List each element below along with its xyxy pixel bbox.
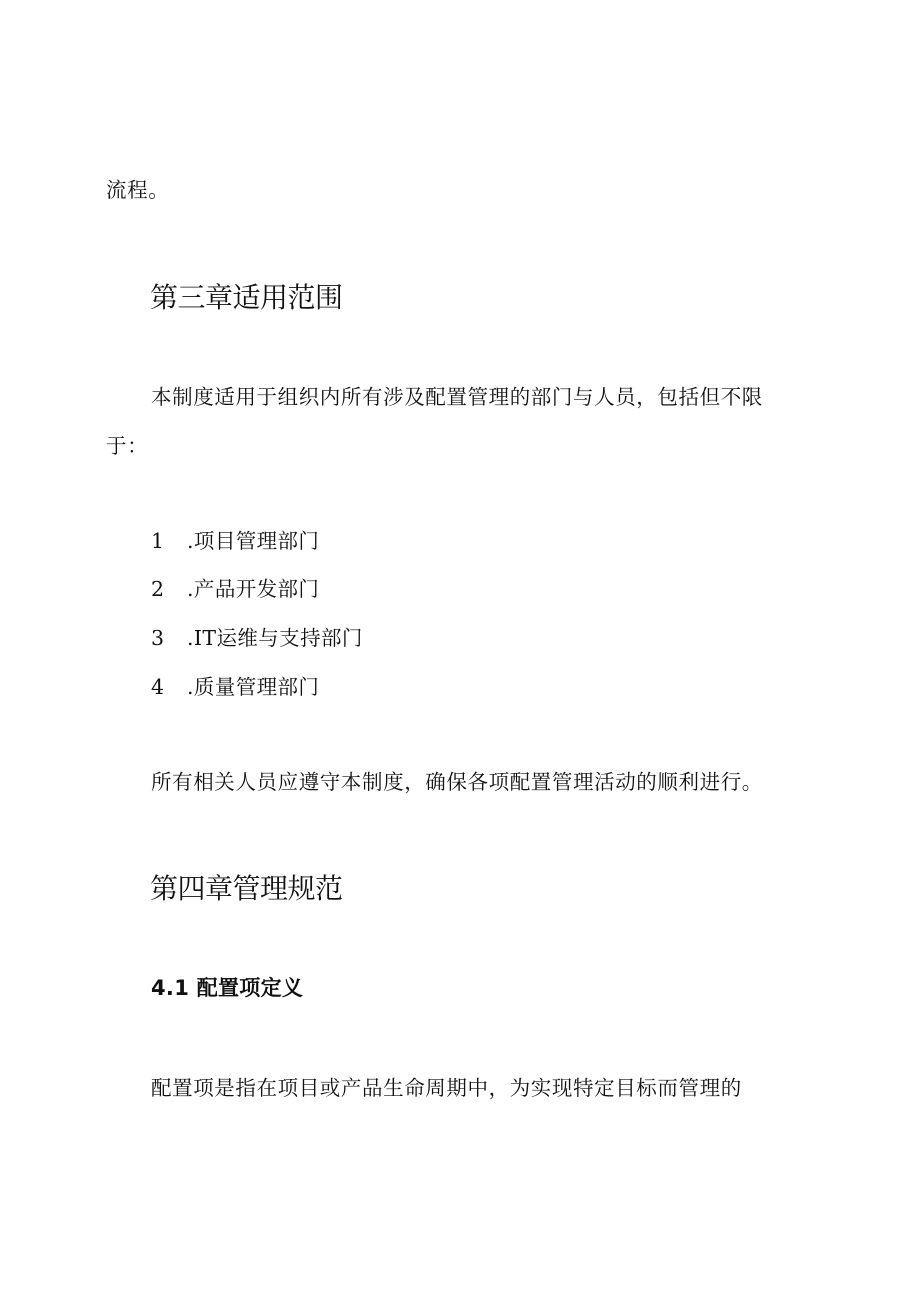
section-4-1-title: 4.1 配置项定义: [151, 976, 304, 1000]
chapter-3-intro-line-2: 于：: [106, 434, 149, 458]
chapter-4-title: 第四章管理规范: [150, 872, 343, 905]
list-item-text: .IT运维与支持部门: [187, 626, 363, 650]
section-4-1-text: 配置项是指在项目或产品生命周期中，为实现特定目标而管理的: [151, 1076, 742, 1100]
list-item-number: 2: [151, 577, 165, 601]
chapter-3-title: 第三章适用范围: [150, 281, 343, 314]
list-item-number: 3: [151, 626, 165, 650]
list-item: [151, 624, 363, 652]
paragraph-tail: 流程。: [106, 178, 170, 202]
list-item-text: .质量管理部门: [187, 675, 320, 699]
list-item-text: .产品开发部门: [187, 577, 320, 601]
chapter-3-intro-line-1: 本制度适用于组织内所有涉及配置管理的部门与人员，包括但不限: [151, 385, 763, 409]
list-item-text: .项目管理部门: [187, 529, 320, 553]
list-item: [151, 673, 319, 701]
list-item: [151, 527, 319, 555]
list-item: [151, 575, 319, 603]
chapter-3-closing: 所有相关人员应遵守本制度，确保各项配置管理活动的顺利进行。: [151, 770, 763, 794]
list-item-number: 1: [151, 529, 165, 553]
list-item-number: 4: [151, 675, 165, 699]
